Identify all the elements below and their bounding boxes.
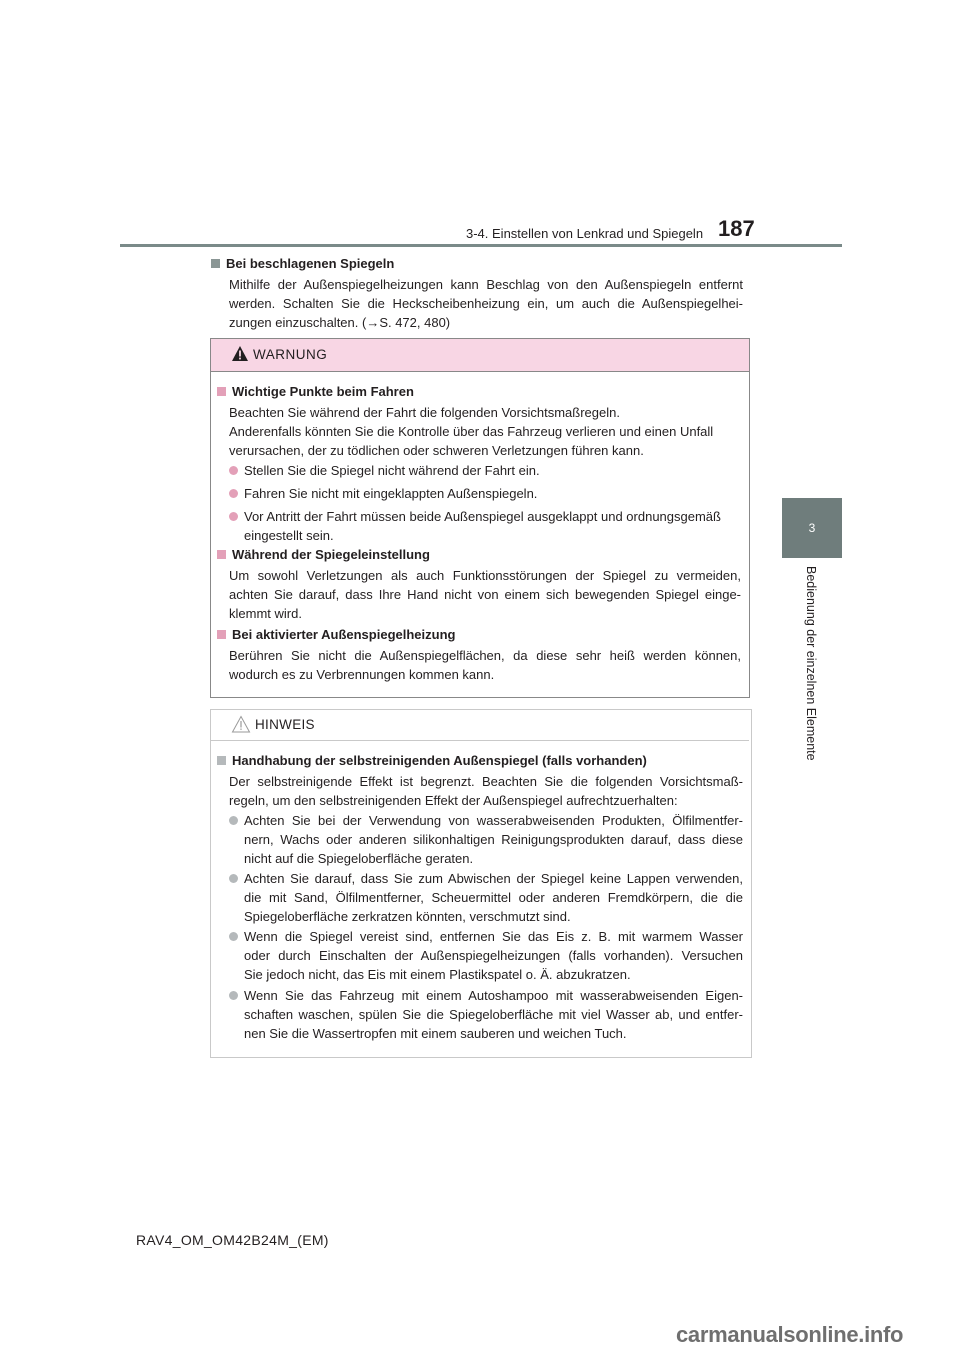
- bullet-icon: [229, 991, 238, 1000]
- warning-header: [211, 339, 749, 372]
- warning-section-heading: [217, 547, 430, 562]
- warning-triangle-icon: [231, 345, 249, 362]
- warning-line: achten Sie darauf, dass Ihre Hand nicht von einem sich bewegenden Spiegel einge-: [229, 587, 741, 602]
- watermark: carmanualsonline.info: [676, 1322, 904, 1347]
- list-item-text: nicht auf die Spiegeloberfläche geraten.: [244, 851, 474, 866]
- bullet-icon: [229, 512, 238, 521]
- warning-box: [210, 338, 750, 698]
- warning-section-text: [229, 646, 741, 684]
- warning-section-heading: [217, 384, 414, 399]
- chapter-title: 3-4. Einstellen von Lenkrad und Spiegeln: [466, 226, 704, 241]
- note-header: [211, 710, 749, 741]
- warning-line: Um sowohl Verletzungen als auch Funktionsstörungen der Spiegel zu vermeiden,: [229, 568, 741, 583]
- list-item-text: Spiegeloberfläche zerkratzen könnten, verschmutzt sind.: [244, 909, 571, 924]
- section-heading-text: Bei beschlagenen Spiegeln: [226, 256, 395, 271]
- list-item-text: schaften waschen, spülen Sie die Spiegeloberfläche mit viel Wasser ab, und entfer-: [244, 1007, 743, 1022]
- list-item-text: Achten Sie bei der Verwendung von wasserabweisenden Produkten, Ölfilmentfer-: [244, 813, 743, 828]
- list-item-text: oder durch Einschalten der Außenspiegelheizungen (falls vorhanden). Versuchen: [244, 948, 743, 963]
- page-number: 187: [718, 216, 755, 241]
- warning-title: WARNUNG: [253, 347, 328, 362]
- list-item-text: Achten Sie darauf, dass Sie zum Abwischen der Spiegel keine Lappen verwenden,: [244, 871, 743, 886]
- warning-section-heading-text: Bei aktivierter Außenspiegelheizung: [232, 627, 456, 642]
- bullet-icon: [229, 816, 238, 825]
- warning-section-heading-text: Wichtige Punkte beim Fahren: [232, 384, 414, 399]
- list-item-text: die mit Sand, Ölfilmentferner, Scheuermittel oder anderen Fremdkörpern, die die: [244, 890, 743, 905]
- list-item: [229, 484, 741, 503]
- document-code: RAV4_OM_OM42B24M_(EM): [136, 1232, 329, 1248]
- note-line: Der selbstreinigende Effekt ist begrenzt. Beachten Sie die folgenden Vorsichtsmaß-: [229, 774, 743, 789]
- intro-line: Mithilfe der Außenspiegelheizungen kann Beschlag von den Außenspiegeln entfernt: [229, 277, 743, 292]
- intro-line: werden. Schalten Sie die Heckscheibenheizung ein, um auch die Außenspiegelhei-: [229, 296, 743, 311]
- chapter-side-label-text: Bedienung der einzelnen Elemente: [804, 566, 818, 761]
- list-item-text: Wenn Sie das Fahrzeug mit einem Autoshampoo mit wasserabweisenden Eigen-: [244, 988, 743, 1003]
- section-marker-icon: [217, 756, 226, 765]
- list-item: [229, 986, 743, 1043]
- section-heading-fogged-mirrors: [211, 256, 394, 271]
- caution-triangle-outline-icon: [231, 715, 251, 733]
- warning-line: Beachten Sie während der Fahrt die folgenden Vorsichtsmaßregeln.: [229, 405, 620, 420]
- warning-section-heading: [217, 627, 455, 642]
- section-marker-icon: [211, 259, 220, 268]
- list-item-text: eingestellt sein.: [244, 528, 334, 543]
- list-item-text: Wenn die Spiegel vereist sind, entfernen Sie das Eis z. B. mit warmem Wasser: [244, 929, 743, 944]
- list-item: [229, 507, 745, 545]
- warning-line: Anderenfalls könnten Sie die Kontrolle über das Fahrzeug verlieren und einen Unfall: [229, 424, 714, 439]
- warning-section-heading-text: Während der Spiegeleinstellung: [232, 547, 430, 562]
- bullet-icon: [229, 489, 238, 498]
- warning-section-text: [229, 403, 741, 460]
- list-item: [229, 869, 743, 926]
- warning-line: wodurch es zu Verbrennungen kommen kann.: [229, 667, 495, 682]
- bullet-icon: [229, 874, 238, 883]
- chapter-tab: 3: [782, 498, 842, 558]
- note-title: HINWEIS: [255, 717, 315, 732]
- list-item-text: Sie jedoch nicht, das Eis mit einem Plastikspatel o. Ä. abzukratzen.: [244, 967, 631, 982]
- intro-paragraph: [229, 275, 743, 332]
- section-marker-icon: [217, 630, 226, 639]
- intro-line: zungen einzuschalten. (→S. 472, 480): [229, 315, 451, 330]
- chapter-side-label: [761, 566, 861, 766]
- warning-line: Berühren Sie nicht die Außenspiegelflächen, da diese sehr heiß werden können,: [229, 648, 741, 663]
- note-section-heading: [217, 753, 647, 768]
- list-item-text: Stellen Sie die Spiegel nicht während der Fahrt ein.: [244, 463, 540, 478]
- note-section-heading-text: Handhabung der selbstreinigenden Außenspiegel (falls vorhanden): [232, 753, 647, 768]
- list-item-text: Vor Antritt der Fahrt müssen beide Außenspiegel ausgeklappt und ordnungsgemäß: [244, 509, 721, 524]
- note-section-text: [229, 772, 743, 810]
- warning-section-text: [229, 566, 741, 623]
- note-box: [210, 709, 752, 1058]
- note-line: regeln, um den selbstreinigenden Effekt der Außenspiegel aufrechtzuerhalten:: [229, 793, 678, 808]
- list-item-text: nern, Wachs oder anderen silikonhaltigen Reinigungsprodukten darauf, dass diese: [244, 832, 743, 847]
- list-item-text: Fahren Sie nicht mit eingeklappten Außenspiegeln.: [244, 486, 538, 501]
- bullet-icon: [229, 466, 238, 475]
- section-marker-icon: [217, 387, 226, 396]
- bullet-icon: [229, 932, 238, 941]
- warning-line: klemmt wird.: [229, 606, 302, 621]
- header-divider: [120, 244, 842, 247]
- list-item: [229, 927, 743, 984]
- list-item: [229, 811, 743, 868]
- section-marker-icon: [217, 550, 226, 559]
- list-item: [229, 461, 741, 480]
- warning-line: verursachen, der zu tödlichen oder schweren Verletzungen führen kann.: [229, 443, 644, 458]
- list-item-text: nen Sie die Wassertropfen mit einem sauberen und weichen Tuch.: [244, 1026, 627, 1041]
